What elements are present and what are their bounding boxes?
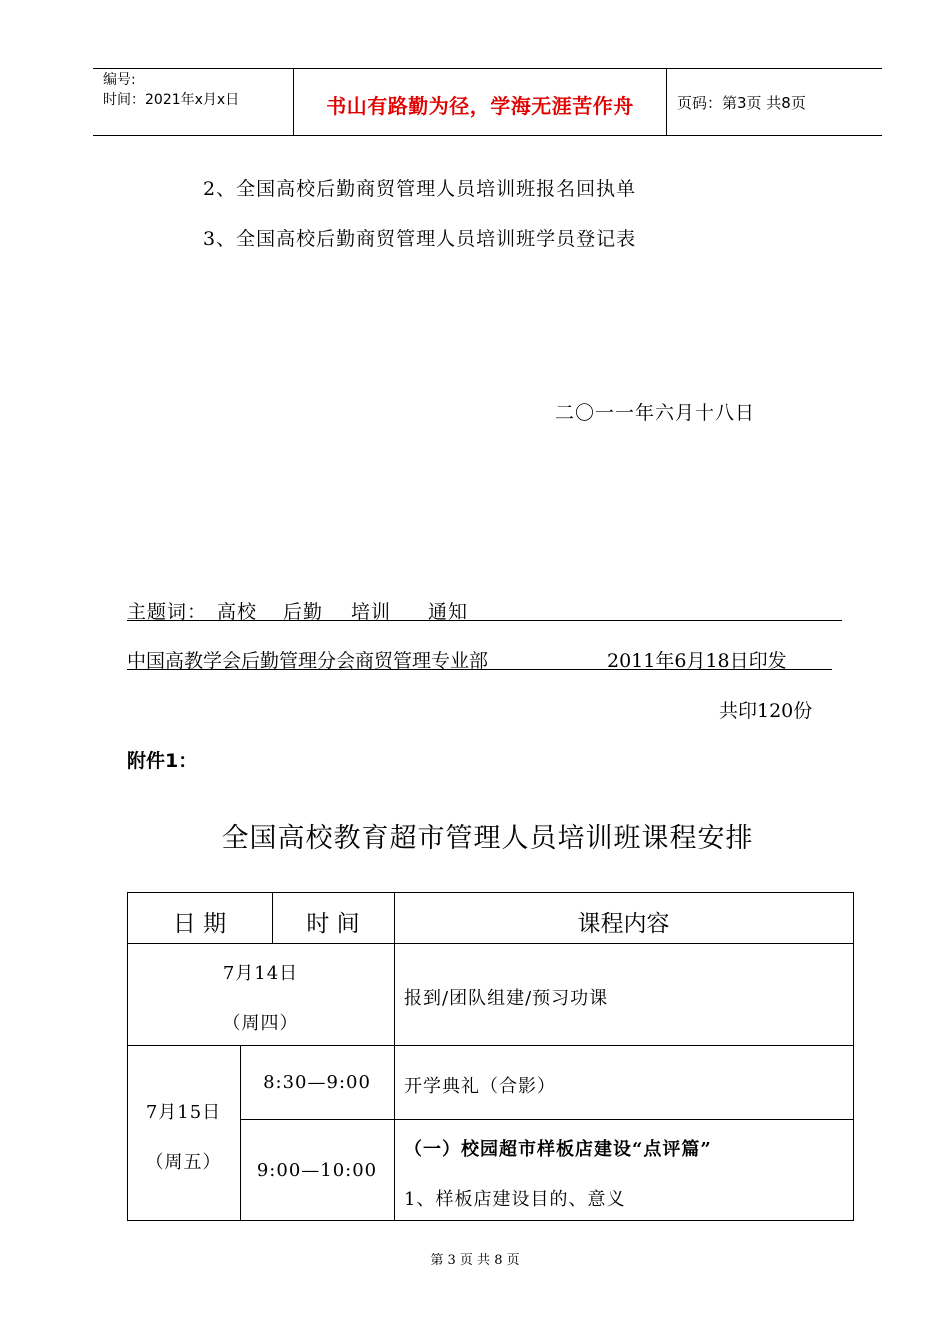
attachment-item-2: 2、全国高校后勤商贸管理人员培训班报名回执单 [203,178,637,200]
subject-word-2: 后勤 [283,601,324,623]
table-row2-weekday: （周五） [145,1152,222,1173]
page-footer: 第 3 页 共 8 页 [430,1253,520,1268]
table-row1-content: 报到/团队组建/预习功课 [404,988,609,1009]
table-header-time: 时 间 [306,911,360,937]
table-slot2-item: 1、样板店建设目的、意义 [404,1189,626,1210]
issuer-org: 中国高教学会后勤管理分会商贸管理专业部 [127,650,489,672]
attachment-item-3: 3、全国高校后勤商贸管理人员培训班学员登记表 [203,228,637,250]
table-slot2-time: 9:00—10:00 [256,1160,378,1181]
doc-number-label: 编号: [103,72,136,88]
subject-label: 主题词： [127,601,208,623]
table-border-top [127,892,854,893]
table-slot2-section: （一）校园超市样板店建设“点评篇” [404,1139,712,1160]
subject-word-4: 通知 [428,601,469,623]
table-slot1-time: 8:30—9:00 [263,1072,371,1093]
table-border-right [853,892,854,1221]
copies-count: 共印120份 [719,700,813,722]
page-code: 页码：第3页 共8页 [677,94,806,112]
date-signature: 二〇一一年六月十八日 [555,402,756,424]
table-border-bottom [127,1220,854,1221]
table-header-date: 日 期 [172,911,227,937]
attachment-1-label: 附件1： [127,750,198,772]
table-slot1-content: 开学典礼（合影） [404,1076,556,1097]
table-header-content: 课程内容 [577,911,670,937]
subject-word-1: 高校 [217,601,258,623]
table-header-bottom [127,943,854,944]
header-top-rule [93,68,882,69]
issuer-underline [127,669,832,670]
table-slot1-bottom [240,1119,854,1120]
table-row1-weekday: （周四） [222,1013,299,1034]
header-bottom-rule [93,135,882,136]
header-motto: 书山有路勤为径，学海无涯苦作舟 [326,94,634,118]
table-row1-bottom [127,1045,854,1046]
schedule-title: 全国高校教育超市管理人员培训班课程安排 [221,823,754,854]
table-divider-content [394,892,395,1221]
table-row2-date: 7月15日 [145,1102,222,1123]
issue-date: 2011年6月18日印发 [607,650,787,672]
table-row1-date: 7月14日 [222,963,299,984]
header-divider-right [666,69,667,136]
doc-time-label: 时间：2021年x月x日 [103,92,240,108]
subject-word-3: 培训 [351,601,392,623]
subject-underline [127,620,842,621]
